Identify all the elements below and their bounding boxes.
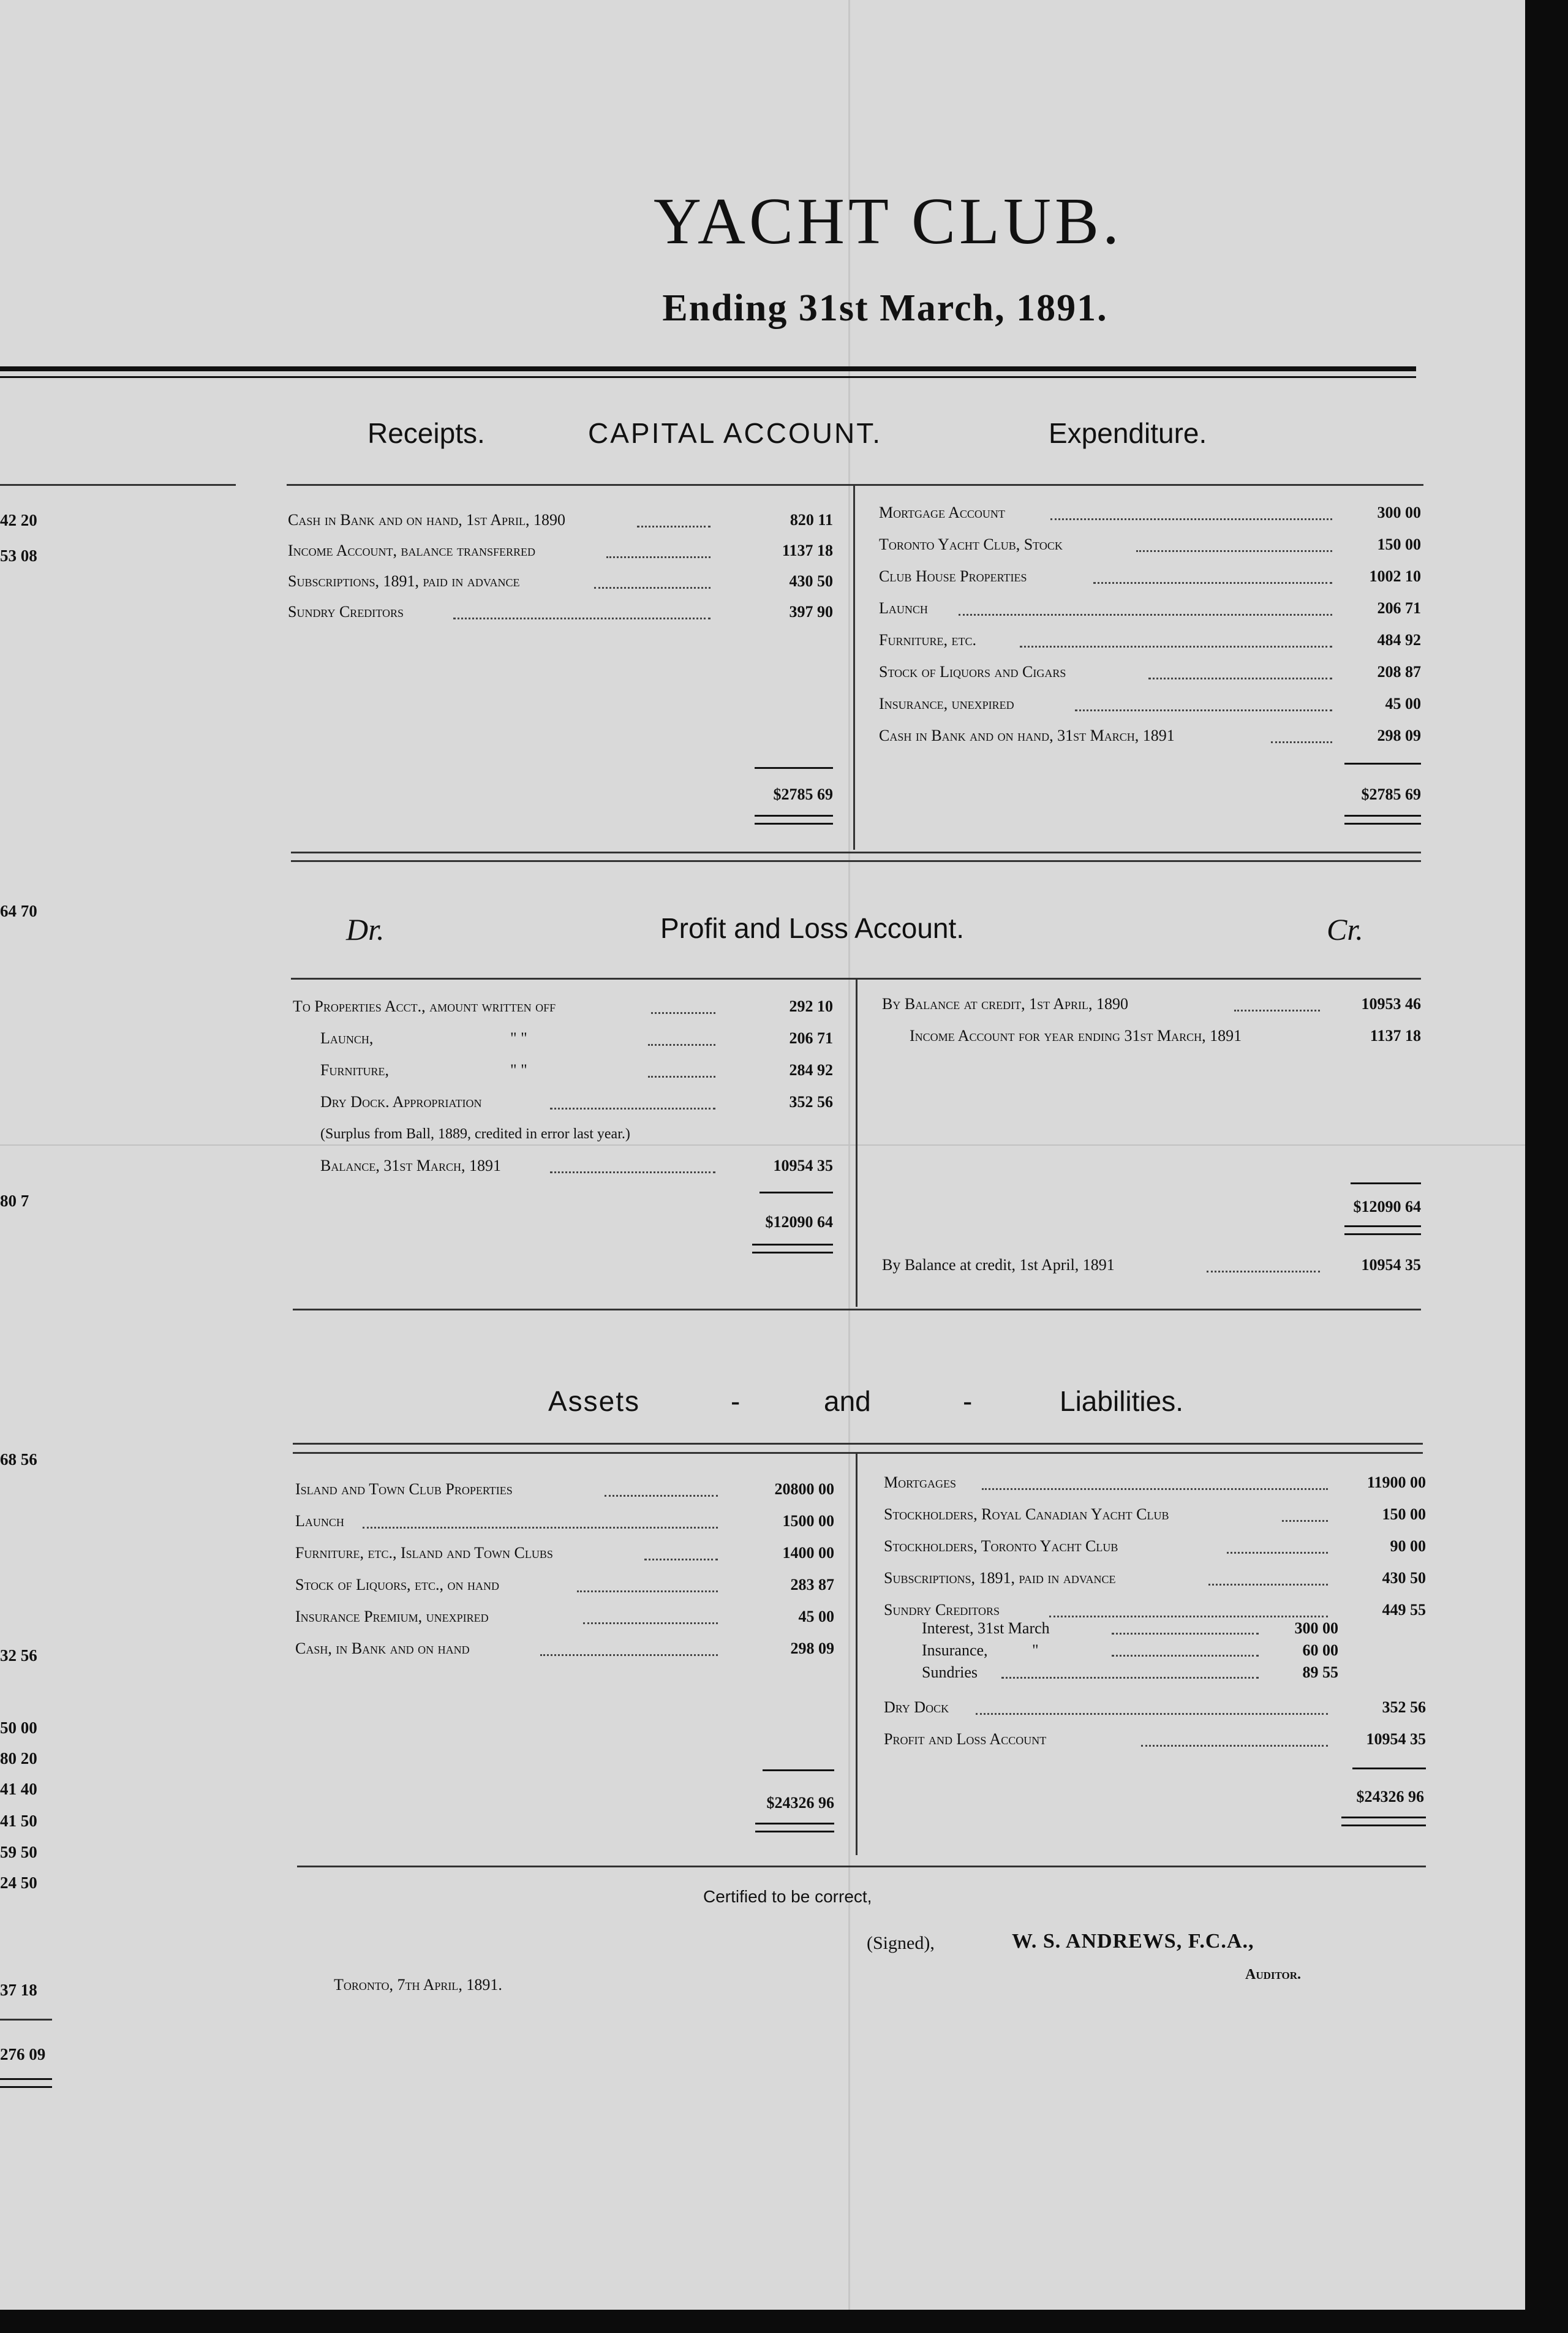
leader-dots — [594, 587, 710, 589]
expenditure-row — [879, 593, 1421, 624]
dr-heading: Dr. — [346, 912, 385, 947]
liability-amount: 352 56 — [1382, 1698, 1426, 1716]
liability-amount: 449 55 — [1382, 1601, 1426, 1619]
expenditure-row — [879, 561, 1421, 592]
edge-number: 80 20 — [0, 1749, 37, 1768]
asset-label: Cash, in Bank and on hand — [295, 1639, 470, 1657]
liability-row — [884, 1563, 1426, 1594]
expenditure-label: Stock of Liquors and Cigars — [879, 663, 1066, 681]
leader-dots — [976, 1713, 1328, 1715]
debit-label: Balance, 31st March, 1891 — [320, 1157, 501, 1174]
debit-amount: 292 10 — [789, 997, 833, 1015]
asset-amount: 283 87 — [790, 1576, 834, 1594]
edge-rule — [0, 2019, 52, 2021]
leader-dots — [1227, 1552, 1328, 1554]
debit-amount: 352 56 — [789, 1093, 833, 1111]
leader-dots — [583, 1622, 718, 1624]
credit-row — [882, 989, 1421, 1019]
leader-dots — [1001, 1677, 1259, 1679]
expenditure-amount: 206 71 — [1377, 599, 1421, 617]
edge-number: 41 40 — [0, 1780, 37, 1798]
cr-heading: Cr. — [1327, 912, 1363, 947]
leader-dots — [1208, 1584, 1328, 1586]
liability-label: Subscriptions, 1891, paid in advance — [884, 1569, 1116, 1587]
page-subtitle: Ending 31st March, 1891. — [662, 287, 1108, 329]
asset-label: Launch — [295, 1512, 344, 1530]
auditor-name: W. S. ANDREWS, F.C.A., — [1012, 1930, 1254, 1953]
receipt-row — [288, 597, 833, 627]
receipt-label: Sundry Creditors — [288, 603, 404, 621]
expenditure-label: Mortgage Account — [879, 504, 1005, 521]
expenditure-amount: 1002 10 — [1369, 567, 1421, 585]
expenditure-row — [879, 497, 1421, 528]
credit-total: $12090 64 — [1353, 1198, 1421, 1216]
liability-row — [884, 1531, 1426, 1562]
expenditure-label: Insurance, unexpired — [879, 695, 1014, 713]
signed-text: (Signed), — [867, 1933, 935, 1953]
debit-label: Dry Dock. Appropriation — [320, 1093, 482, 1111]
certified-text: Certified to be correct, — [703, 1887, 872, 1906]
leader-dots — [605, 1495, 718, 1497]
expenditure-row — [879, 657, 1421, 687]
page-title: YACHT CLUB. — [653, 185, 1123, 258]
asset-row — [295, 1633, 834, 1664]
edge-double-rule — [0, 2078, 52, 2088]
credit-label: By Balance at credit, 1st April, 1890 — [882, 995, 1129, 1013]
expenditure-label: Launch — [879, 599, 928, 617]
carried-forward-row — [882, 1250, 1421, 1280]
liability-row — [884, 1467, 1426, 1498]
asset-row — [295, 1474, 834, 1505]
expenditure-amount: 45 00 — [1385, 695, 1421, 713]
expenditure-label: Club House Properties — [879, 567, 1027, 585]
debit-row — [293, 991, 833, 1022]
debit-label: To Properties Acct., amount written off — [293, 997, 556, 1015]
liability-row — [884, 1499, 1426, 1530]
asset-label: Island and Town Club Properties — [295, 1480, 513, 1498]
place-date: Toronto, 7th April, 1891. — [334, 1976, 502, 1994]
debit-row — [293, 1087, 833, 1117]
asset-row — [295, 1570, 834, 1600]
leader-dots — [550, 1171, 715, 1173]
asset-label: Insurance Premium, unexpired — [295, 1608, 489, 1625]
receipt-label: Cash in Bank and on hand, 1st April, 1890 — [288, 511, 566, 529]
expenditure-label: Furniture, etc. — [879, 631, 976, 649]
total-rule — [760, 1192, 833, 1193]
debit-amount: 284 92 — [789, 1061, 833, 1079]
debit-row — [293, 1151, 833, 1181]
and-heading: and — [824, 1385, 871, 1417]
receipts-heading: Receipts. — [368, 417, 485, 449]
debit-label: Launch, — [320, 1029, 374, 1047]
receipts-total: $2785 69 — [773, 785, 833, 803]
total-rule — [1352, 1768, 1426, 1769]
total-double-rule — [752, 1244, 833, 1253]
asset-amount: 1500 00 — [782, 1512, 834, 1530]
expenditure-amount: 298 09 — [1377, 727, 1421, 744]
edge-number: 37 18 — [0, 1981, 37, 1999]
liability-label: Stockholders, Royal Canadian Yacht Club — [884, 1505, 1169, 1523]
asset-row — [295, 1538, 834, 1568]
leader-dots — [651, 1012, 715, 1014]
leader-dots — [453, 618, 710, 619]
leader-dots — [1093, 582, 1332, 584]
leader-dots — [606, 556, 710, 558]
sundry-detail-row — [922, 1617, 1338, 1639]
leader-dots — [1136, 550, 1332, 552]
debit-note: (Surplus from Ball, 1889, credited in error last year.) — [320, 1126, 630, 1142]
capital-bottom-rule — [291, 852, 1421, 853]
expenditure-row — [879, 529, 1421, 560]
debit-row — [293, 1023, 833, 1054]
leader-dots — [982, 1488, 1328, 1490]
debit-row — [293, 1055, 833, 1086]
asset-amount: 298 09 — [790, 1639, 834, 1657]
capital-top-rule — [287, 484, 1423, 486]
leader-dots — [363, 1527, 718, 1529]
receipt-row — [288, 535, 833, 566]
liability-label: Dry Dock — [884, 1698, 949, 1716]
header-thick-rule — [0, 366, 1416, 371]
dash: - — [731, 1385, 741, 1417]
asset-row — [295, 1506, 834, 1537]
receipt-amount: 820 11 — [790, 511, 833, 529]
debit-amount: 10954 35 — [773, 1157, 833, 1174]
receipt-amount: 1137 18 — [782, 542, 833, 559]
leader-dots — [1234, 1010, 1320, 1011]
debit-amount: 206 71 — [789, 1029, 833, 1047]
total-double-rule — [1344, 1225, 1421, 1235]
asset-amount: 1400 00 — [782, 1544, 834, 1562]
liability-row — [884, 1692, 1426, 1723]
scan-border-bottom — [0, 2310, 1568, 2333]
capital-divider — [853, 485, 855, 850]
liabilities-heading: Liabilities. — [1060, 1385, 1183, 1417]
sundry-amount: 60 00 — [1302, 1641, 1338, 1659]
sundry-amount: 300 00 — [1294, 1619, 1338, 1637]
leader-dots — [577, 1590, 718, 1592]
al-divider — [856, 1454, 858, 1855]
pl-bottom-rule — [293, 1309, 1421, 1310]
receipt-row — [288, 566, 833, 597]
debit-total: $12090 64 — [765, 1213, 833, 1231]
assets-total: $24326 96 — [766, 1794, 834, 1812]
receipt-label: Subscriptions, 1891, paid in advance — [288, 572, 520, 590]
total-rule — [755, 767, 833, 769]
debit-row — [293, 1119, 833, 1149]
total-double-rule — [1341, 1817, 1426, 1826]
expenditure-heading: Expenditure. — [1049, 417, 1207, 449]
edge-number: 276 09 — [0, 2045, 46, 2063]
dash: - — [963, 1385, 973, 1417]
leader-dots — [1271, 741, 1332, 743]
ditto-mark: " " — [510, 1029, 527, 1047]
header-thin-rule — [0, 376, 1416, 378]
liability-label: Profit and Loss Account — [884, 1730, 1047, 1748]
liability-amount: 430 50 — [1382, 1569, 1426, 1587]
leader-dots — [1207, 1271, 1320, 1272]
total-double-rule — [1344, 815, 1421, 825]
expenditure-total: $2785 69 — [1361, 785, 1421, 803]
edge-number: 42 20 — [0, 511, 37, 529]
leader-dots — [648, 1076, 715, 1078]
sundry-amount: 89 55 — [1302, 1663, 1338, 1681]
liabilities-total: $24326 96 — [1356, 1788, 1424, 1806]
sundry-label: Insurance, — [922, 1641, 988, 1659]
profit-loss-heading: Profit and Loss Account. — [660, 912, 965, 944]
expenditure-row — [879, 720, 1421, 751]
leader-dots — [1112, 1633, 1259, 1635]
edge-number: 32 56 — [0, 1646, 37, 1665]
credit-label: Income Account for year ending 31st March, 1891 — [910, 1027, 1242, 1045]
carried-forward-amount: 10954 35 — [1361, 1256, 1421, 1274]
scan-border-right — [1525, 0, 1568, 2333]
receipt-amount: 430 50 — [789, 572, 833, 590]
leader-dots — [648, 1044, 715, 1046]
expenditure-amount: 300 00 — [1377, 504, 1421, 521]
edge-number: 64 70 — [0, 902, 37, 920]
leader-dots — [1112, 1655, 1259, 1657]
total-rule — [763, 1769, 834, 1771]
edge-number: 53 08 — [0, 546, 37, 565]
receipt-row — [288, 505, 833, 535]
capital-left-rule — [0, 484, 236, 486]
sundry-detail-row — [922, 1662, 1338, 1684]
expenditure-row — [879, 689, 1421, 719]
expenditure-amount: 208 87 — [1377, 663, 1421, 681]
liability-row — [884, 1724, 1426, 1755]
leader-dots — [1282, 1520, 1328, 1522]
al-top-rule — [293, 1443, 1423, 1445]
expenditure-label: Cash in Bank and on hand, 31st March, 1891 — [879, 727, 1175, 744]
asset-amount: 45 00 — [798, 1608, 834, 1625]
page-fold — [848, 0, 850, 2310]
ditto-mark: " " — [510, 1061, 527, 1079]
liability-label: Sundry Creditors — [884, 1601, 1000, 1619]
total-double-rule — [755, 815, 833, 825]
edge-number: 50 00 — [0, 1719, 37, 1737]
leader-dots — [1075, 709, 1332, 711]
asset-label: Stock of Liquors, etc., on hand — [295, 1576, 500, 1594]
asset-amount: 20800 00 — [774, 1480, 834, 1498]
leader-dots — [1148, 678, 1332, 679]
asset-row — [295, 1601, 834, 1632]
edge-number: 68 56 — [0, 1450, 37, 1469]
total-rule — [1344, 763, 1421, 765]
expenditure-row — [879, 625, 1421, 656]
capital-account-heading: CAPITAL ACCOUNT. — [588, 417, 882, 449]
liability-amount: 150 00 — [1382, 1505, 1426, 1523]
receipt-amount: 397 90 — [789, 603, 833, 621]
liability-label: Stockholders, Toronto Yacht Club — [884, 1537, 1118, 1555]
leader-dots — [1141, 1745, 1328, 1747]
liability-amount: 11900 00 — [1366, 1473, 1426, 1491]
credit-amount: 10953 46 — [1361, 995, 1421, 1013]
edge-number: 59 50 — [0, 1843, 37, 1861]
total-rule — [1351, 1182, 1421, 1184]
leader-dots — [540, 1654, 718, 1656]
auditor-title: Auditor. — [1245, 1967, 1302, 1983]
leader-dots — [1050, 518, 1332, 520]
leader-dots — [637, 526, 710, 527]
expenditure-amount: 484 92 — [1377, 631, 1421, 649]
leader-dots — [550, 1108, 715, 1110]
credit-row — [882, 1021, 1421, 1051]
edge-number: 24 50 — [0, 1874, 37, 1892]
asset-label: Furniture, etc., Island and Town Clubs — [295, 1544, 553, 1562]
leader-dots — [644, 1559, 718, 1560]
pl-divider — [856, 979, 858, 1307]
liability-amount: 90 00 — [1390, 1537, 1426, 1555]
credit-amount: 1137 18 — [1370, 1027, 1421, 1045]
edge-number: 41 50 — [0, 1812, 37, 1830]
expenditure-amount: 150 00 — [1377, 535, 1421, 553]
sundry-label: Interest, 31st March — [922, 1619, 1050, 1637]
ditto-mark: " — [1032, 1641, 1039, 1659]
sundry-label: Sundries — [922, 1663, 978, 1681]
liability-amount: 10954 35 — [1366, 1730, 1426, 1748]
al-bottom-rule — [297, 1866, 1426, 1867]
sundry-detail-row — [922, 1639, 1338, 1662]
assets-heading: Assets — [548, 1385, 641, 1417]
debit-label: Furniture, — [320, 1061, 389, 1079]
al-top-rule-2 — [293, 1452, 1423, 1454]
expenditure-label: Toronto Yacht Club, Stock — [879, 535, 1063, 553]
leader-dots — [1020, 646, 1332, 648]
carried-forward-label: By Balance at credit, 1st April, 1891 — [882, 1256, 1115, 1274]
edge-number: 80 7 — [0, 1192, 29, 1210]
capital-bottom-rule-2 — [291, 860, 1421, 862]
liability-label: Mortgages — [884, 1473, 957, 1491]
receipt-label: Income Account, balance transferred — [288, 542, 536, 559]
leader-dots — [959, 614, 1332, 616]
total-double-rule — [755, 1823, 834, 1832]
